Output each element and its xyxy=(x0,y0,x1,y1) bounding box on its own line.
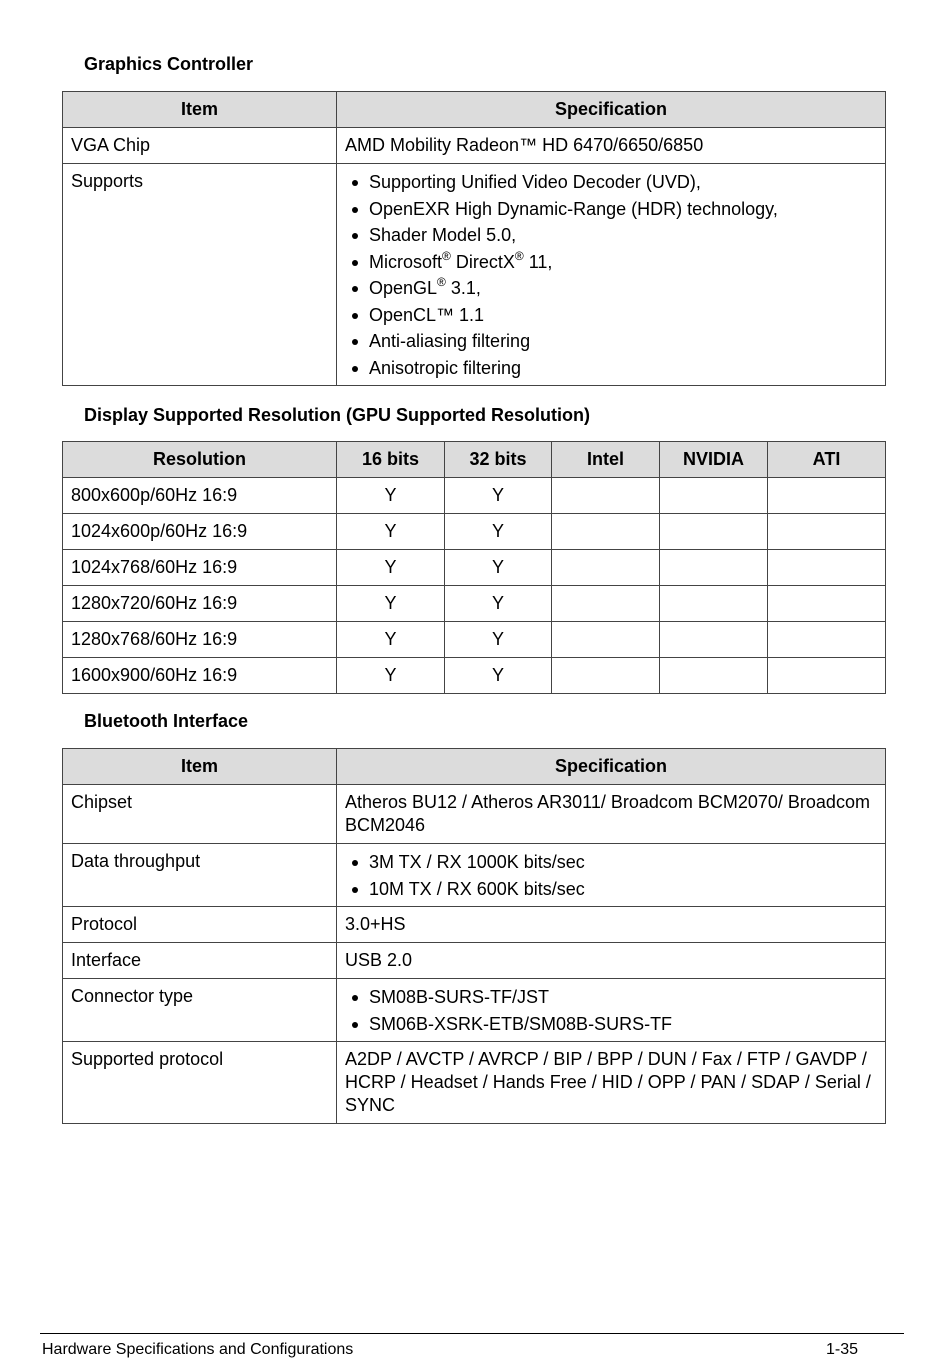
graphics-section-title: Graphics Controller xyxy=(84,54,254,74)
intel-cell xyxy=(552,514,660,550)
nvidia-cell xyxy=(660,514,768,550)
list-item: SM06B-XSRK-ETB/SM08B-SURS-TF xyxy=(345,1011,877,1038)
microsoft-text: Microsoft xyxy=(369,251,443,272)
throughput-value xyxy=(337,844,886,907)
list-item: Anisotropic filtering xyxy=(345,355,877,382)
display-section-title: Display Supported Resolution (GPU Supported Resolution) xyxy=(84,405,591,425)
16bits-cell: Y xyxy=(337,622,445,658)
list-item: SM08B-SURS-TF/JST xyxy=(345,984,877,1011)
supports-label: Supports xyxy=(63,164,337,386)
table-header-row xyxy=(63,749,886,785)
resolution-cell: 1280x720/60Hz 16:9 xyxy=(63,586,337,622)
table-row xyxy=(63,785,886,844)
table-row xyxy=(63,478,886,514)
column-header-ati: ATI xyxy=(768,442,886,478)
intel-cell xyxy=(552,586,660,622)
column-header-nvidia: NVIDIA xyxy=(660,442,768,478)
table-row xyxy=(63,658,886,694)
table-row xyxy=(63,979,886,1042)
directx-version: 11, xyxy=(523,251,553,272)
32bits-cell: Y xyxy=(445,622,552,658)
list-item xyxy=(345,275,877,302)
table-row xyxy=(63,1042,886,1124)
footer-divider xyxy=(40,1333,904,1334)
page-number: 1-35 xyxy=(826,1341,859,1358)
ati-cell xyxy=(768,478,886,514)
table-row xyxy=(63,943,886,979)
table-row xyxy=(63,514,886,550)
16bits-cell: Y xyxy=(337,658,445,694)
registered-mark: ® xyxy=(442,248,451,263)
bluetooth-table xyxy=(62,748,886,1124)
32bits-cell: Y xyxy=(445,514,552,550)
32bits-cell: Y xyxy=(445,586,552,622)
list-item: Shader Model 5.0, xyxy=(345,222,877,249)
interface-label: Interface xyxy=(63,943,337,979)
nvidia-cell xyxy=(660,622,768,658)
intel-cell xyxy=(552,658,660,694)
ati-cell xyxy=(768,622,886,658)
intel-cell xyxy=(552,550,660,586)
column-header-resolution: Resolution xyxy=(63,442,337,478)
directx-text: DirectX xyxy=(450,251,515,272)
table-header-row xyxy=(63,442,886,478)
16bits-cell: Y xyxy=(337,514,445,550)
graphics-table xyxy=(62,91,886,386)
throughput-label: Data throughput xyxy=(63,844,337,907)
nvidia-cell xyxy=(660,478,768,514)
ati-cell xyxy=(768,514,886,550)
16bits-cell: Y xyxy=(337,550,445,586)
supports-value xyxy=(337,164,886,386)
chipset-value: Atheros BU12 / Atheros AR3011/ Broadcom BCM2070/ Broadcom BCM2046 xyxy=(337,785,886,844)
nvidia-cell xyxy=(660,658,768,694)
column-header-specification: Specification xyxy=(337,92,886,128)
list-item xyxy=(345,249,877,276)
column-header-item: Item xyxy=(63,749,337,785)
footer-section-name: Hardware Specifications and Configurations xyxy=(42,1341,354,1358)
column-header-32bits: 32 bits xyxy=(445,442,552,478)
table-row xyxy=(63,164,886,386)
32bits-cell: Y xyxy=(445,658,552,694)
supported-protocol-value: A2DP / AVCTP / AVRCP / BIP / BPP / DUN / Fax / FTP / GAVDP / HCRP / Headset / Hands Free / HID / OPP / PAN / SDAP / Serial / SYNC xyxy=(337,1042,886,1124)
supports-list xyxy=(345,169,877,381)
column-header-intel: Intel xyxy=(552,442,660,478)
table-row xyxy=(63,586,886,622)
resolution-cell: 1280x768/60Hz 16:9 xyxy=(63,622,337,658)
vga-chip-value: AMD Mobility Radeon™ HD 6470/6650/6850 xyxy=(337,128,886,164)
table-row xyxy=(63,907,886,943)
list-item: Anti-aliasing filtering xyxy=(345,328,877,355)
resolution-table xyxy=(62,441,886,694)
intel-cell xyxy=(552,478,660,514)
list-item: OpenEXR High Dynamic-Range (HDR) technology, xyxy=(345,196,877,223)
connector-label: Connector type xyxy=(63,979,337,1042)
connector-list xyxy=(345,984,877,1037)
table-row xyxy=(63,550,886,586)
table-row xyxy=(63,128,886,164)
chipset-label: Chipset xyxy=(63,785,337,844)
protocol-value: 3.0+HS xyxy=(337,907,886,943)
column-header-item: Item xyxy=(63,92,337,128)
32bits-cell: Y xyxy=(445,478,552,514)
interface-value: USB 2.0 xyxy=(337,943,886,979)
ati-cell xyxy=(768,658,886,694)
resolution-cell: 800x600p/60Hz 16:9 xyxy=(63,478,337,514)
table-row xyxy=(63,844,886,907)
throughput-list xyxy=(345,849,877,902)
bluetooth-section-title: Bluetooth Interface xyxy=(84,711,249,731)
list-item: Supporting Unified Video Decoder (UVD), xyxy=(345,169,877,196)
column-header-16bits: 16 bits xyxy=(337,442,445,478)
nvidia-cell xyxy=(660,586,768,622)
list-item: 10M TX / RX 600K bits/sec xyxy=(345,876,877,903)
resolution-cell: 1024x768/60Hz 16:9 xyxy=(63,550,337,586)
vga-chip-label: VGA Chip xyxy=(63,128,337,164)
protocol-label: Protocol xyxy=(63,907,337,943)
supported-protocol-label: Supported protocol xyxy=(63,1042,337,1124)
intel-cell xyxy=(552,622,660,658)
registered-mark: ® xyxy=(437,275,446,289)
16bits-cell: Y xyxy=(337,586,445,622)
opengl-text: OpenGL xyxy=(369,278,438,298)
resolution-cell: 1024x600p/60Hz 16:9 xyxy=(63,514,337,550)
resolution-cell: 1600x900/60Hz 16:9 xyxy=(63,658,337,694)
table-header-row xyxy=(63,92,886,128)
connector-value xyxy=(337,979,886,1042)
registered-mark: ® xyxy=(514,248,524,263)
ati-cell xyxy=(768,550,886,586)
opengl-version: 3.1, xyxy=(445,278,481,298)
ati-cell xyxy=(768,586,886,622)
nvidia-cell xyxy=(660,550,768,586)
16bits-cell: Y xyxy=(337,478,445,514)
column-header-specification: Specification xyxy=(337,749,886,785)
32bits-cell: Y xyxy=(445,550,552,586)
table-row xyxy=(63,622,886,658)
list-item: 3M TX / RX 1000K bits/sec xyxy=(345,849,877,876)
list-item: OpenCL™ 1.1 xyxy=(345,302,877,329)
